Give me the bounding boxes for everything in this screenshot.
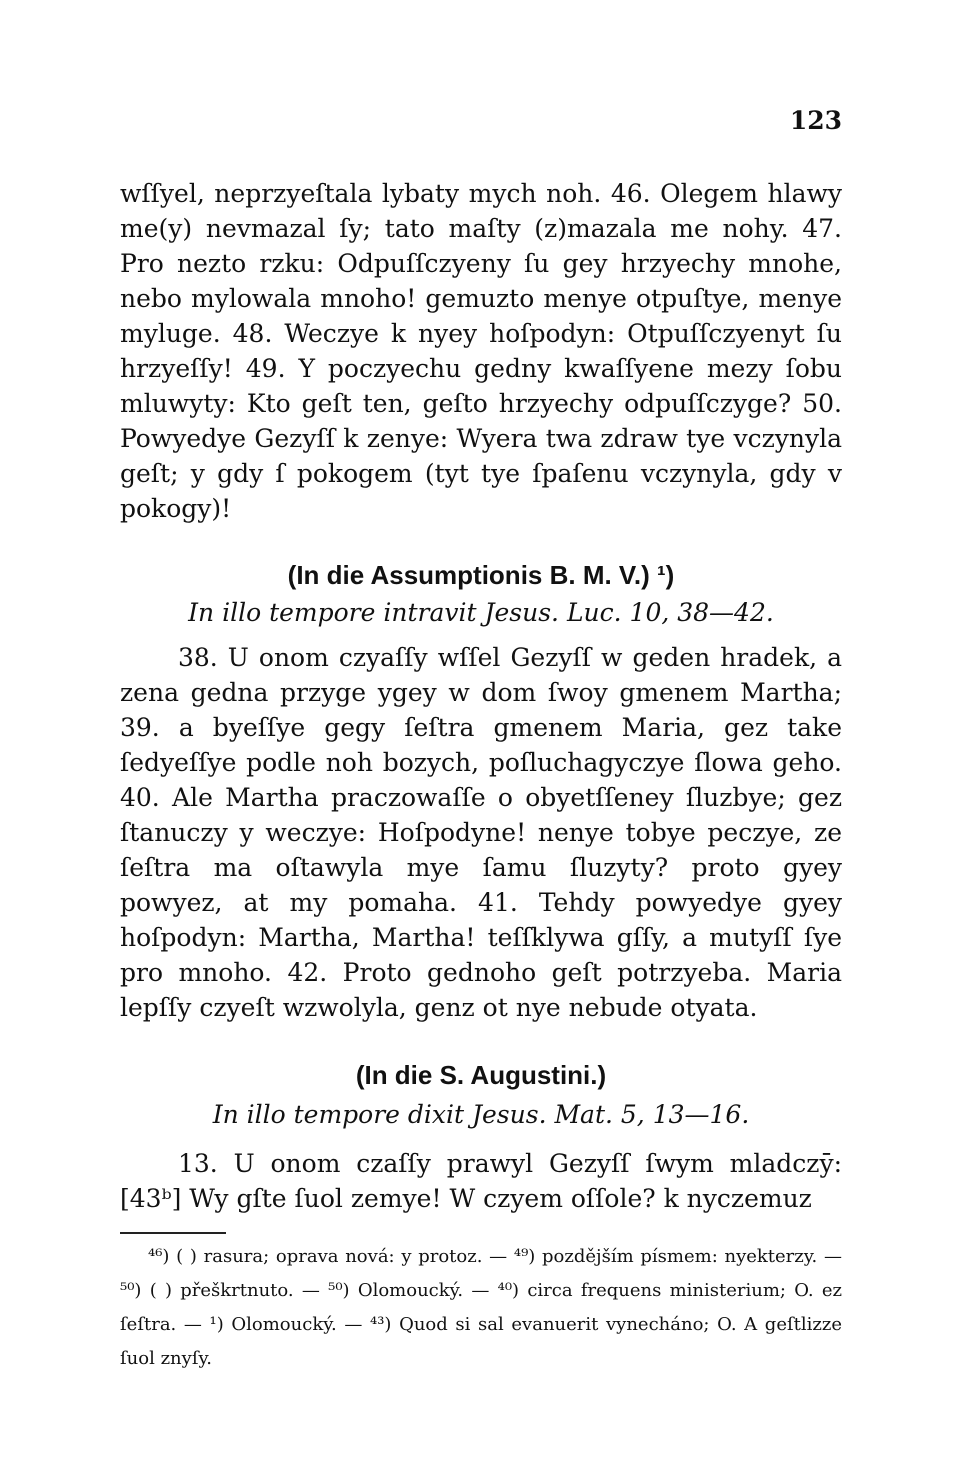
section-heading-augustine: (In die S. Augustini.)	[355, 1060, 607, 1090]
footnotes: ⁴⁶) ( ) rasura; oprava nová: y protoz. — ⁴⁹) pozdějším písmem: nyekterzy. — ⁵⁰) ( ) přeškrtnuto. — ⁵⁰) Olomoucký. — ⁴⁰) circa frequens ministerium; O. ez ſeſtra. — ¹) Olomoucký. — ⁴³) Quod si sal evanuerit vynecháno; O. A geſtlizze ſuol znyſy.	[120, 1246, 842, 1369]
page-number: 123	[789, 106, 842, 135]
gospel-reference-luke: In illo tempore intravit Jesus. Luc. 10, 38—42.	[188, 598, 774, 627]
paragraph-luke-10: 38. U onom czyaſſy wſſel Gezyſſ w geden hradek, a zena gedna przyge ygey w dom ſwoy gmenem Martha; 39. a byeſſye gegy ſeſtra gmenem Maria, gez take ſedyeſſye podle noh bozych, poſluchagyczye ſlowa geho. 40. Ale Martha praczowaſſe o obyetſſeney ſluzbye; gez ſtanuczy y weczye: Hoſpodyne! nenye tobye peczye, ze ſeſtra ma oſtawyla mye ſamu ſluzyty? proto gyey powyez, at my pomaha. 41. Tehdy powyedye gyey hoſpodyn: Martha, Martha! teſſklywa gſſy, a mutyſſ ſye pro mnoho. 42. Proto gednoho geſt potrzyeba. Maria lepſſy czyeſt wzwolyla, genz ot nye nebude otyata.	[120, 643, 842, 1022]
section-heading-assumption	[120, 560, 842, 591]
footnote-divider	[120, 1232, 226, 1234]
paragraph-luke-7-continuation: wſſyel, neprzyeſtala lybaty mych noh. 46. Olegem hlawy me(y) nevmazal ſy; tato maſty (z)mazala me nohy. 47. Pro nezto rzku: Odpuſſczyeny ſu gey hrzyechy mnohe, nebo mylowala mnoho! gemuzto menye otpuſtye, menye myluge. 48. Weczye k nyey hoſpodyn: Otpuſſczyenyt ſu hrzyeſſy! 49. Y poczyechu gedny kwaſſyene mezy ſobu mluwyty: Kto geſt ten, geſto hrzyechy odpuſſczyge? 50. Powyedye Gezyſſ k zenye: Wyera twa zdraw tye vczynyla geſt; y gdy ſ pokogem (tyt tye ſpaſenu vczynyla, gdy v pokogy)!	[120, 179, 842, 523]
heading-footnote-mark: ¹)	[657, 560, 675, 590]
heading-text: (In die Assumptionis B. M. V.)	[287, 560, 650, 590]
gospel-reference-matthew: In illo tempore dixit Jesus. Mat. 5, 13—16.	[212, 1100, 750, 1129]
paragraph-matthew-5: 13. U onom czaſſy prawyl Gezyſſ ſwym mladczȳ: [43ᵇ] Wy gſte ſuol zemye! W czyem oſſole? k nyczemuz	[120, 1149, 842, 1213]
